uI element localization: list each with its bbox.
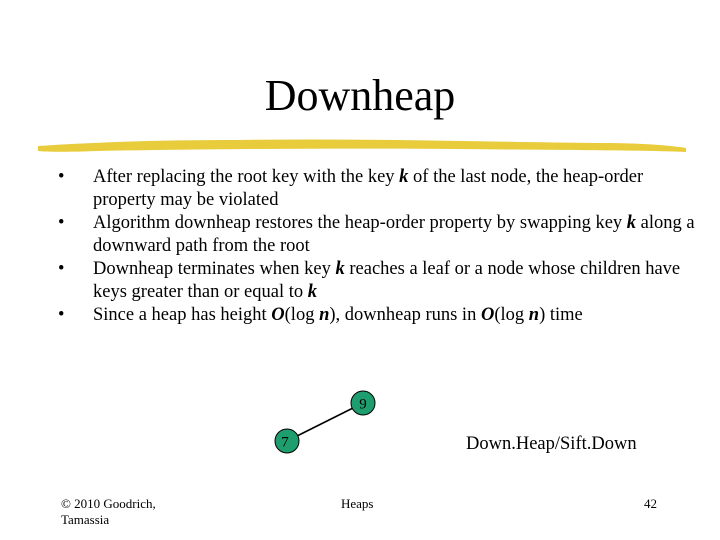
bullet-text: ) time [539, 305, 583, 325]
footer-topic: Heaps [341, 496, 374, 511]
tree-edge [287, 403, 363, 441]
bullet-text: along a downward path from the root [93, 213, 695, 256]
bullet-text: Downheap terminates when key [93, 259, 336, 279]
emphasis-text: k [335, 259, 345, 279]
slide-title: Downheap [264, 71, 456, 120]
bullet-dot: • [58, 259, 65, 279]
bullet-dot: • [58, 305, 65, 325]
emphasis-text: O [480, 305, 495, 325]
bullet-text: After replacing the root key with the key [93, 167, 400, 187]
diagram-caption: Down.Heap/Sift.Down [466, 434, 637, 454]
bullet-text: ), downheap runs in [329, 305, 481, 325]
footer-copyright: © 2010 Goodrich, Tamassia [61, 496, 156, 527]
bullet-text: reaches a leaf or a node whose children have keys greater than or equal to [93, 259, 681, 302]
bullet-text: Since a heap has height [93, 305, 272, 325]
bullet-text: of the last node, the heap-order property may be violated [93, 167, 644, 210]
emphasis-text: k [307, 282, 317, 302]
emphasis-text: k [626, 213, 637, 233]
bullet-text: (log [494, 305, 529, 325]
emphasis-text: n [528, 305, 540, 325]
emphasis-text: n [319, 305, 330, 325]
root-node-key: 9 [359, 396, 367, 413]
bullet-text: Algorithm downheap restores the heap-order property by swapping key [93, 213, 627, 233]
bullet-dot: • [58, 167, 65, 187]
bullet-text: (log [284, 305, 320, 325]
emphasis-text: k [399, 167, 409, 187]
bullet-dot: • [58, 213, 65, 233]
emphasis-text: O [271, 305, 285, 325]
root-node [351, 391, 375, 415]
child-node [275, 429, 299, 453]
child-node-key: 7 [281, 434, 289, 451]
footer-page-number: 42 [644, 496, 657, 511]
